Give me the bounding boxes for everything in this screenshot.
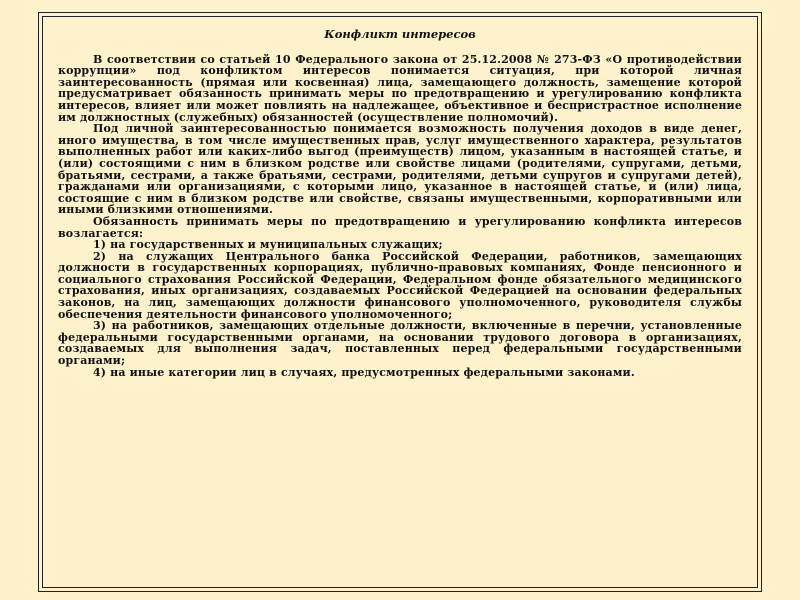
- paragraph-personal-interest: Под личной заинтересованностью понимается возможность получения доходов в виде денег, иного имущества, в том числе имущественных прав, услуг имущественного характера, результатов выполненных работ или каких-либо выгод (преимуществ) лицом, указанным в настоящей статье, и (или) состоящими с ним в близком родстве или свойстве лицами (родителями, супругами, детьми, братьями, сестрами, а также братьями, сестрами, родителями, детьми супругов и супругами детей), гражданами или организациями, с которыми лицо, указанное в настоящей статье, и (или) лица, состоящие с ним в близком родстве или свойстве, связаны имущественными, корпоративными или иными близкими отношениями.: [58, 122, 742, 217]
- paragraph-definition: В соответствии со статьей 10 Федерального закона от 25.12.2008 № 273-ФЗ «О противодействии коррупции» под конфликтом интересов понимается ситуация, при которой личная заинтересованность (прямая или косвенная) лица, замещающего должность, замещение которой предусматривает обязанность принимать меры по предотвращению и урегулированию конфликта интересов, влияет или может повлиять на надлежащее, объективное и беспристрастное исполнение им должностных (служебных) обязанностей (осуществление полномочий).: [58, 52, 742, 124]
- list-item-2: 2) на служащих Центрального банка Российской Федерации, работников, замещающих должности в государственных корпорациях, публично-правовых компаниях, Фонде пенсионного и социального страхования Российской Федерации, Федеральном фонде обязательного медицинского страхования, иных организациях, создаваемых Российской Федерацией на основании федеральных законов, на лиц, замещающих должности финансового уполномоченного, руководителя службы обеспечения деятельности финансового уполномоченного;: [58, 249, 742, 321]
- document-title: Конфликт интересов: [324, 27, 476, 41]
- list-item-4: 4) на иные категории лиц в случаях, предусмотренных федеральными законами.: [93, 365, 635, 379]
- list-item-3: 3) на работников, замещающих отдельные должности, включенные в перечни, установленные федеральными государственными органами, на основании трудового договора в организациях, создаваемых для выполнения задач, поставленных перед федеральными государственными органами;: [58, 319, 742, 368]
- paragraph-obligation-intro: Обязанность принимать меры по предотвращению и урегулированию конфликта интересов возлагается:: [58, 214, 742, 240]
- document-body: [58, 29, 742, 378]
- list-item-1: 1) на государственных и муниципальных служащих;: [93, 238, 443, 252]
